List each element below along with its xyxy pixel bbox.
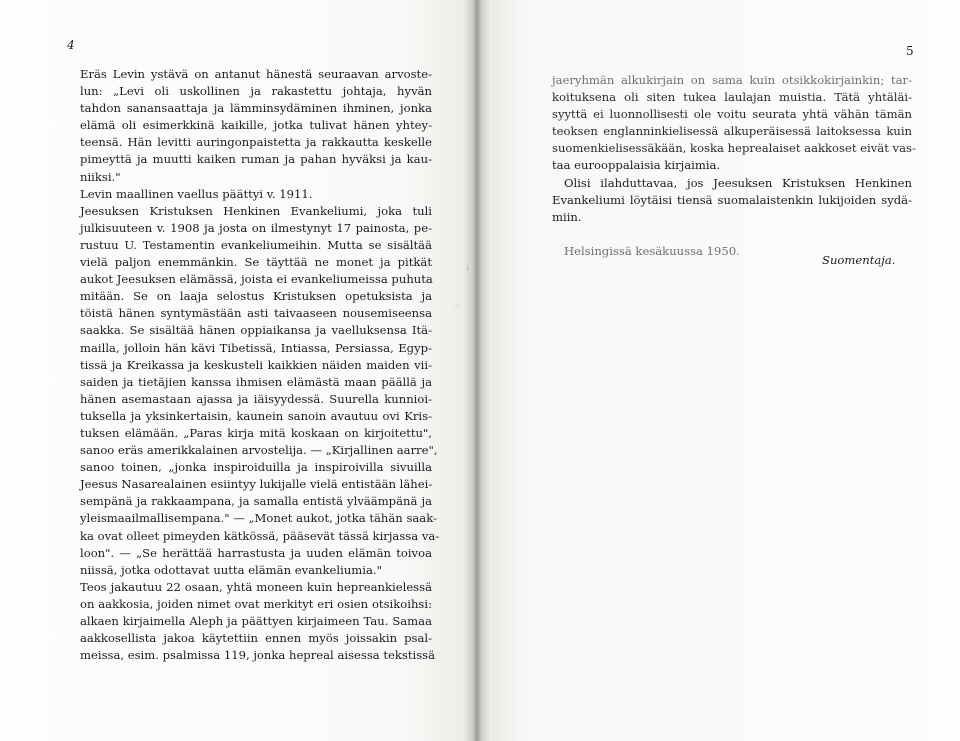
text-line: Teos jakautuu 22 osaan, yhtä moneen kuin hepreankielessä xyxy=(80,579,432,594)
text-line: sanoo eräs amerikkalainen arvostelija. — „Kirjallinen aarre", xyxy=(80,443,438,458)
text-line: julkisuuteen v. 1908 ja josta on ilmestynyt 17 painosta, pe- xyxy=(80,220,432,235)
text-line: alkaen kirjaimella Aleph ja päättyen kirjaimeen Tau. Samaa xyxy=(80,614,432,628)
text-line: Olisi ilahduttavaa, jos Jeesuksen Kristuksen Henkinen xyxy=(564,175,912,190)
text-line: koituksena oli siten tukea laulajan muistia. Tätä yhtäläi- xyxy=(552,90,912,105)
text-line: taa eurooppalaisia kirjaimia. xyxy=(552,158,721,173)
text-line: niissä, jotka odottavat uutta elämän evankeliumia." xyxy=(80,562,382,577)
text-line: Jeesus Nasarealainen esiintyy lukijalle vielä entistään lähei- xyxy=(80,477,433,492)
text-line: Helsingissä kesäkuussa 1950. xyxy=(564,243,740,258)
text-line xyxy=(552,226,912,243)
text-line: on aakkosia, joiden nimet ovat merkityt eri osien otsikoihsi: xyxy=(80,596,432,611)
text-line: aakkosellista jakoa käytettiin ennen myös joissakin psal- xyxy=(80,631,432,646)
text-line: meissa, esim. psalmissa 119, jonka hepreal aisessa tekstissä xyxy=(80,648,436,663)
text-line: teoksen englanninkielisessä alkuperäisessä laitoksessa kuin xyxy=(552,124,912,139)
text-line: Evankeliumi löytäisi tiensä suomalaistenkin lukijoiden sydä- xyxy=(552,192,912,207)
text-line: tuksella ja yksinkertaisin, kaunein sanoin avautuu ovi Kris- xyxy=(80,408,432,423)
text-line: yleismaailmallisempana." — „Monet aukot, jotka tähän saak- xyxy=(80,511,437,526)
left-text-block xyxy=(80,66,440,664)
text-line: hänen asemastaan ajassa ja iäisyydessä. Suurella kunnioi- xyxy=(80,391,432,406)
text-line: lun: „Levi oli uskollinen ja rakastettu johtaja, hyvän xyxy=(80,84,432,99)
book-gutter xyxy=(462,0,492,741)
text-line: tissä ja Kreikassa ja keskusteli kaikkien näiden maiden vii- xyxy=(80,357,432,372)
text-line: sempänä ja rakkaampana, ja samalla entistä ylväämpänä ja xyxy=(80,494,432,509)
text-line: teensä. Hän levitti auringonpaistetta ja rakkautta keskelle xyxy=(80,135,432,150)
left-page-number: 4 xyxy=(67,38,75,52)
text-line: rustuu U. Testamentin evankeliumeihin. Mutta se sisältää xyxy=(80,237,432,252)
text-line: mitään. Se on laaja selostus Kristuksen opetuksista ja xyxy=(80,289,432,304)
text-line: tahdon sanansaattaja ja lämminsydäminen ihminen, jonka xyxy=(80,101,432,116)
text-line: töistä hänen syntymästään asti taivaaseen nousemiseensa xyxy=(80,306,432,321)
text-line: sanoo toinen, „jonka inspiroiduilla ja inspiroivilla sivuilla xyxy=(80,460,432,475)
text-line: Levin maallinen vaellus päättyi v. 1911. xyxy=(80,186,313,201)
text-line: miin. xyxy=(552,209,582,224)
text-line: saakka. Se sisältää hänen oppiaikansa ja vaelluksensa Itä- xyxy=(80,323,432,338)
right-text-block xyxy=(552,72,916,260)
text-line: suomenkielisessäkään, koska heprealaiset aakkoset eivät vas- xyxy=(552,141,916,156)
text-line: jaeryhmän alkukirjain on sama kuin otsikkokirjainkin; tar- xyxy=(552,73,912,87)
pencil-mark: ı xyxy=(466,262,470,273)
text-line: aukot Jeesuksen elämässä, joista ei evankeliumeissa puhuta xyxy=(80,272,433,287)
text-line: syyttä ei luonnollisesti ole voitu seurata yhtä vähän tämän xyxy=(552,107,912,122)
text-line: tuksen elämään. „Paras kirja mitä koskaan on kirjoitettu", xyxy=(80,425,432,440)
text-line: mailla, jolloin hän kävi Tibetissä, Intiassa, Persiassa, Egyp- xyxy=(80,340,432,355)
text-line: vielä paljon enemmänkin. Se täyttää ne monet ja pitkät xyxy=(80,255,432,270)
text-line: Eräs Levin ystävä on antanut hänestä seuraavan arvoste- xyxy=(80,67,432,81)
text-line: niiksi." xyxy=(80,169,121,184)
right-page-number: 5 xyxy=(906,44,914,58)
text-line: ka ovat olleet pimeyden kätkössä, pääsevät tässä kirjassa va- xyxy=(80,528,440,543)
text-line: loon". — „Se herättää harrastusta ja uuden elämän toivoa xyxy=(80,545,432,560)
text-line: Jeesuksen Kristuksen Henkinen Evankeliumi, joka tuli xyxy=(80,203,432,218)
text-line: saiden ja tietäjien kanssa ihmisen elämästä maan päällä ja xyxy=(80,374,432,389)
translator-signature: Suomentaja. xyxy=(822,253,896,267)
pencil-mark: ⸝ xyxy=(455,299,460,310)
text-line: elämä oli esimerkkinä kaikille, jotka tulivat hänen yhtey- xyxy=(80,118,432,133)
text-line: pimeyttä ja muutti kaiken ruman ja pahan hyväksi ja kau- xyxy=(80,152,432,167)
